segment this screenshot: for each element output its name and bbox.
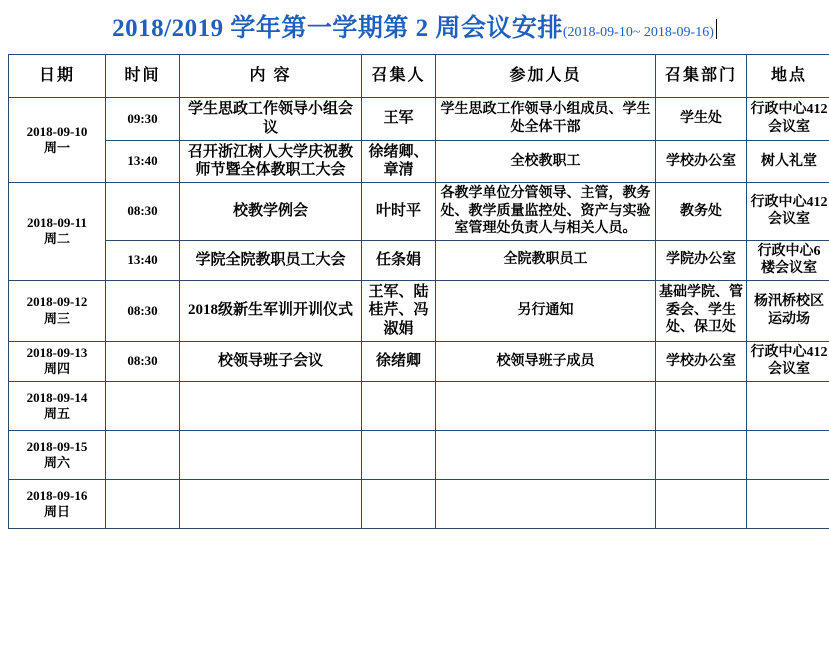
table-row [9,280,829,341]
cell-department: 学校办公室 [656,341,747,381]
table-row [9,479,829,528]
cell-content [180,381,362,430]
cell-date: 2018-09-13 周四 [9,341,106,381]
cell-time [106,479,180,528]
cell-convener: 王军 [362,98,436,141]
cell-content [180,479,362,528]
cell-attendees [436,430,656,479]
table-row [9,381,829,430]
column-header-date: 日期 [9,55,106,98]
cell-content: 学院全院教职员工大会 [180,240,362,280]
cell-convener: 徐绪卿、章清 [362,140,436,183]
cell-date: 2018-09-12 周三 [9,280,106,341]
cell-time: 13:40 [106,240,180,280]
cell-content: 2018级新生军训开训仪式 [180,280,362,341]
cell-date: 2018-09-14 周五 [9,381,106,430]
cell-department: 基础学院、管委会、学生处、保卫处 [656,280,747,341]
cell-attendees: 全院教职员工 [436,240,656,280]
cell-time: 09:30 [106,98,180,141]
cell-content: 召开浙江树人大学庆祝教师节暨全体教职工大会 [180,140,362,183]
cell-department [656,479,747,528]
schedule-table-wrapper [0,54,829,529]
cell-attendees [436,381,656,430]
cell-place: 行政中心412 会议室 [747,183,829,241]
cell-attendees: 校领导班子成员 [436,341,656,381]
column-header-attendees: 参加人员 [436,55,656,98]
cell-time: 08:30 [106,341,180,381]
table-header-row [9,55,829,98]
text-cursor [716,19,717,39]
cell-time [106,430,180,479]
table-row [9,240,829,280]
cell-convener: 王军、陆桂芹、冯淑娟 [362,280,436,341]
cell-attendees: 全校教职工 [436,140,656,183]
table-row [9,140,829,183]
cell-place: 行政中心6 楼会议室 [747,240,829,280]
cell-content: 校教学例会 [180,183,362,241]
table-row [9,341,829,381]
cell-place [747,381,829,430]
cell-place [747,430,829,479]
cell-time: 08:30 [106,183,180,241]
column-header-department: 召集部门 [656,55,747,98]
table-row [9,430,829,479]
cell-content: 学生思政工作领导小组会议 [180,98,362,141]
cell-department: 学校办公室 [656,140,747,183]
cell-convener: 叶时平 [362,183,436,241]
cell-place: 杨汛桥校区运动场 [747,280,829,341]
page-title-main: 2018/2019 学年第一学期第 2 周会议安排 [112,15,563,42]
cell-place: 行政中心412 会议室 [747,98,829,141]
column-header-content: 内 容 [180,55,362,98]
cell-department [656,430,747,479]
column-header-place: 地点 [747,55,829,98]
column-header-convener: 召集人 [362,55,436,98]
cell-place: 行政中心412 会议室 [747,341,829,381]
cell-department [656,381,747,430]
cell-date: 2018-09-16 周日 [9,479,106,528]
cell-convener: 徐绪卿 [362,341,436,381]
cell-department: 教务处 [656,183,747,241]
table-row [9,98,829,141]
cell-convener: 任条娟 [362,240,436,280]
cell-content: 校领导班子会议 [180,341,362,381]
cell-place [747,479,829,528]
cell-attendees: 各教学单位分管领导、主管，教务处、教学质量监控处、资产与实验室管理处负责人与相关人员。 [436,183,656,241]
cell-time [106,381,180,430]
cell-place: 树人礼堂 [747,140,829,183]
cell-date: 2018-09-15 周六 [9,430,106,479]
table-row [9,183,829,241]
cell-attendees [436,479,656,528]
cell-date: 2018-09-11 周二 [9,183,106,281]
cell-convener [362,479,436,528]
schedule-table [8,54,829,529]
cell-time: 13:40 [106,140,180,183]
cell-attendees: 另行通知 [436,280,656,341]
cell-time: 08:30 [106,280,180,341]
cell-department: 学院办公室 [656,240,747,280]
page-title [0,0,829,54]
cell-attendees: 学生思政工作领导小组成员、学生处全体干部 [436,98,656,141]
cell-content [180,430,362,479]
page-title-date-range: (2018-09-10~ 2018-09-16) [562,25,714,40]
schedule-table-body [9,98,829,529]
column-header-time: 时间 [106,55,180,98]
cell-convener [362,381,436,430]
cell-date: 2018-09-10 周一 [9,98,106,183]
cell-convener [362,430,436,479]
cell-department: 学生处 [656,98,747,141]
